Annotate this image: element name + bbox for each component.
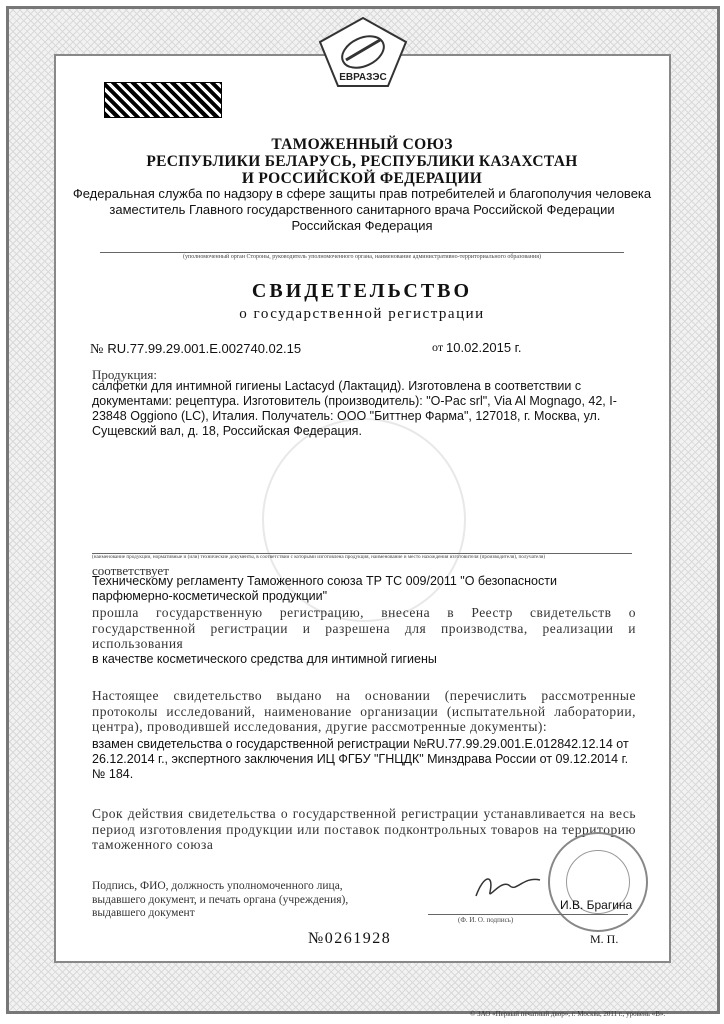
certificate-subtitle: о государственной регистрации bbox=[239, 306, 485, 322]
authority-line-3: Российская Федерация bbox=[291, 218, 433, 233]
signatory-name: И.В. Брагина bbox=[560, 898, 633, 912]
signature-caption: Подпись, ФИО, должность уполномоченного лица, выдавшего документ, и печать органа (учреждения), выдавшего документ bbox=[92, 880, 349, 919]
basis-text: Настоящее свидетельство выдано на основании (перечислить рассмотренные протоколы исследований, наименование организации (испытательной лаборатории, центра), проводившей исследования, другие рассмотренные документы): bbox=[92, 688, 636, 734]
certificate-number: RU.77.99.29.001.E.002740.02.15 bbox=[107, 341, 302, 356]
certificate-title: СВИДЕТЕЛЬСТВО bbox=[251, 280, 473, 302]
eurasec-logo bbox=[318, 16, 408, 90]
signature-hint: (Ф. И. О. подпись) bbox=[458, 916, 514, 924]
union-line-3: И РОССИЙСКОЙ ФЕДЕРАЦИИ bbox=[241, 170, 483, 187]
product-text: салфетки для интимной гигиены Lactacyd (Лактацид). Изготовлена в соответствии с документами: рецептура. Изготовитель (производитель): "O-Pac srl", Via Al Mognago, 42, I-23848 Oggiono (LC), Италия. Получатель: ООО "Биттнер Фарма", 127018, г. Москва, ул. Сущевский вал, д. 18, Российская Федерация. bbox=[92, 379, 617, 438]
issue-date: 10.02.2015 г. bbox=[446, 340, 522, 355]
conformity-label: соответствует bbox=[92, 563, 169, 578]
date-prefix: от bbox=[432, 340, 444, 354]
official-seal bbox=[548, 832, 648, 932]
authority-line-2: заместитель Главного государственного санитарного врача Российской Федерации bbox=[109, 202, 615, 217]
union-line-2: РЕСПУБЛИКИ БЕЛАРУСЬ, РЕСПУБЛИКИ КАЗАХСТАН bbox=[146, 153, 578, 170]
stamp-label: М. П. bbox=[590, 932, 619, 946]
signature-underline bbox=[428, 914, 628, 915]
authority-underline bbox=[100, 252, 624, 253]
printer-footer: © ЗАО «Первый печатный двор», г. Москва, 2011 г., уровень «В». bbox=[470, 1010, 666, 1018]
certificate-number-row bbox=[90, 340, 630, 358]
validity-text: Срок действия свидетельства о государственной регистрации устанавливается на весь период изготовления продукции или поставок подконтрольных товаров на территорию таможенного союза bbox=[92, 806, 636, 852]
serial-number: №0261928 bbox=[308, 930, 392, 947]
authority-line-1: Федеральная служба по надзору в сфере защиты прав потребителей и благополучия человека bbox=[72, 186, 652, 201]
union-line-1: ТАМОЖЕННЫЙ СОЮЗ bbox=[271, 136, 453, 153]
basis-value: взамен свидетельства о государственной регистрации №RU.77.99.29.001.E.012842.12.14 от 26.12.2014 г., экспертного заключения ИЦ ФГБУ "ГНЦДК" Минздрава России от 09.12.2014 г. № 184. bbox=[92, 737, 629, 781]
product-hint: (наименование продукции, нормативные и (или) технические документы, в соответствии с которыми изготовлена продукция, наименование и место нахождения изготовителя (производителя), получателя) bbox=[92, 554, 546, 560]
registration-usage: в качестве косметического средства для интимной гигиены bbox=[92, 652, 437, 666]
redacted-barcode bbox=[104, 82, 222, 118]
authority-hint: (уполномоченный орган Стороны, руководитель уполномоченного органа, наименование административно-территориального образования) bbox=[183, 254, 541, 260]
conformity-text: Техническому регламенту Таможенного союза ТР ТС 009/2011 "О безопасности парфюмерно-косметической продукции" bbox=[92, 574, 557, 603]
logo-label: ЕВРАЗЭС bbox=[339, 72, 387, 83]
product-label: Продукция: bbox=[92, 367, 157, 382]
registration-text: прошла государственную регистрацию, внесена в Реестр свидетельств о государственной регистрации и разрешена для производства, реализации и использования bbox=[92, 605, 636, 651]
handwritten-signature bbox=[470, 868, 550, 908]
number-prefix: № bbox=[90, 342, 104, 357]
